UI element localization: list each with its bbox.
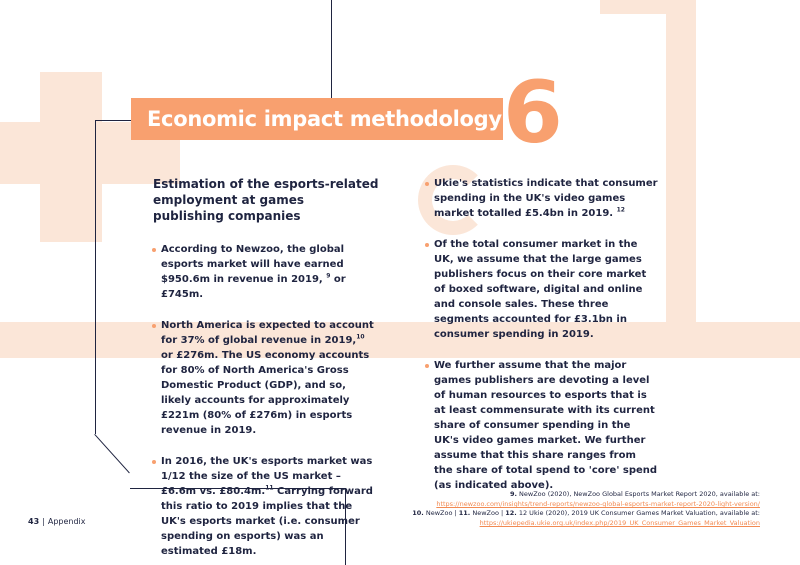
- list-item: Ukie's statistics indicate that consumer spending in the UK's video games market totalled £5.4bn in 2019. $^{12}$: [426, 176, 658, 221]
- reference-9: 9. NewZoo (2020), NewZoo Global Esports Market Report 2020, available at: https://newzoo.com/insights/trend-reports/newzoo-global-esports-market-report-2020-light-version/: [436, 490, 760, 508]
- section-number: 6: [503, 63, 563, 163]
- section-subheading: Estimation of the esports-related employment at games publishing companies: [153, 177, 379, 223]
- frame-line-left: [95, 120, 96, 434]
- title-banner: [131, 98, 503, 140]
- list-item: In 2016, the UK's esports market was 1/12 the size of the US market – £6.6m vs. £80.4m.$^{11}$ Carrying forward this ratio to 2019 implies that the UK's esports market (i.e. consumer spending on esports) was an estimated £18m.: [153, 454, 379, 559]
- reference-10-12: 10. NewZoo | 11. NewZoo | 12. 12 Ukie (2020), 2019 UK Consumer Games Market Valuation, available at: https://ukiepedia.ukie.org.uk/index.php/2019_UK_Consumer_Games_Market_Valuation: [412, 509, 760, 527]
- footer-separator: |: [42, 517, 45, 526]
- page-title: Economic impact methodology: [147, 107, 502, 131]
- left-bullet-list: [153, 242, 379, 559]
- frame-line-diagonal: [94, 434, 130, 473]
- reference-12-link[interactable]: https://ukiepedia.ukie.org.uk/index.php/2019_UK_Consumer_Games_Market_Valuation: [479, 519, 760, 527]
- list-item: We further assume that the major games publishers are devoting a level of human resources to esports that is at least commensurate with its current share of consumer spending in the UK's video games market. We further assume that this share ranges from the share of total spend to 'core' spend (as indicated above).: [426, 358, 658, 493]
- frame-line-top: [331, 0, 332, 98]
- decorative-right-bar-top: [600, 0, 696, 14]
- list-item: According to Newzoo, the global esports market will have earned $950.6m in revenue in 2019, $^9$ or £745m.: [153, 242, 379, 302]
- page-number: 43: [28, 517, 40, 526]
- footer-section: Appendix: [47, 517, 86, 526]
- list-item: Of the total consumer market in the UK, we assume that the large games publishers focus on their core market of boxed software, digital and online and console sales. These three segments accounted for £3.1bn in consumer spending in 2019.: [426, 237, 658, 342]
- page-footer: [28, 517, 86, 526]
- frame-line-horizontal: [95, 120, 131, 121]
- right-column: [426, 176, 658, 509]
- left-column: [153, 176, 379, 565]
- reference-9-link[interactable]: https://newzoo.com/insights/trend-reports/newzoo-global-esports-market-report-2020-light-version/: [436, 500, 760, 508]
- list-item: North America is expected to account for 37% of global revenue in 2019,10 or £276m. The US economy accounts for 80% of North America's Gross Domestic Product (GDP), and so, likely accounts for approximately £221m (80% of £276m) in esports revenue in 2019.: [153, 318, 379, 438]
- decorative-right-bar: [666, 0, 696, 358]
- right-bullet-list: [426, 176, 658, 493]
